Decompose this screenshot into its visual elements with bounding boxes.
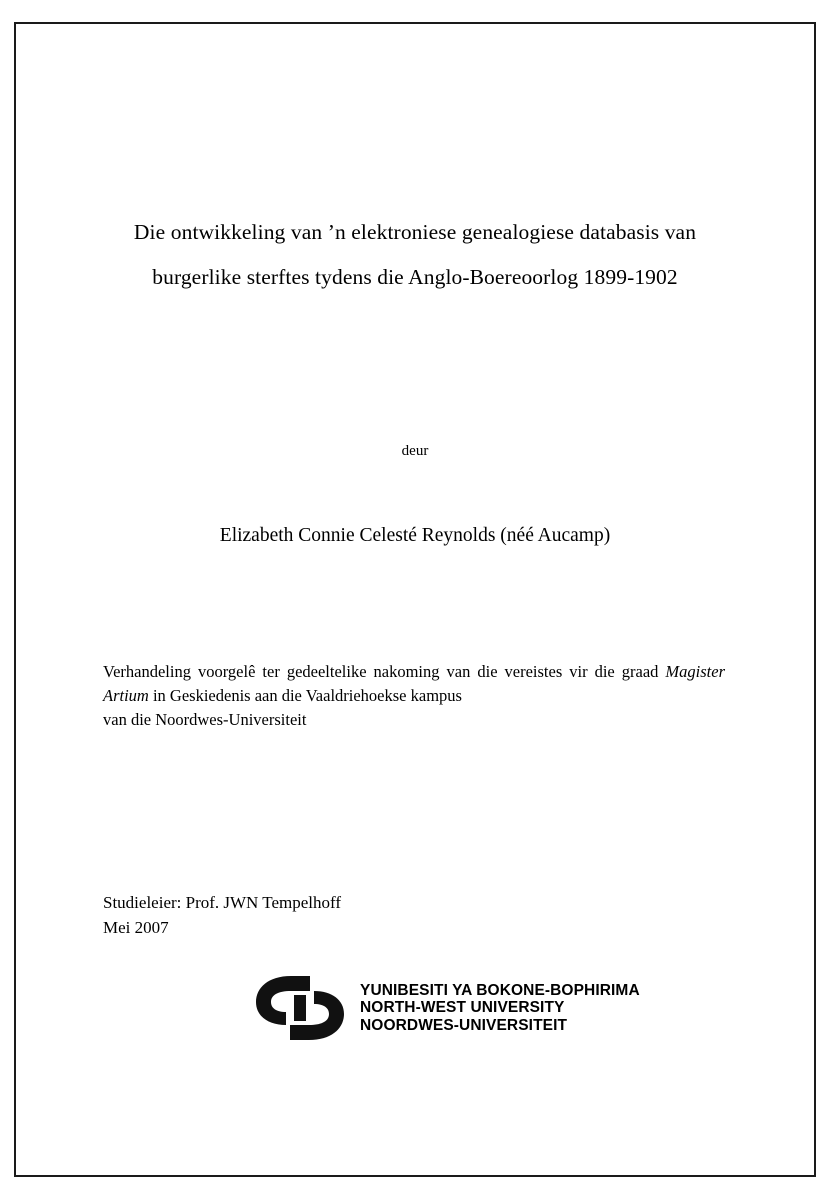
author-name: Elizabeth Connie Celesté Reynolds (néé Aucamp): [219, 525, 611, 546]
statement-part-1: Verhandeling voorgelê ter gedeeltelike nakoming van die vereistes vir die graad: [103, 662, 666, 681]
logo-text: [360, 982, 640, 1035]
statement-part-3: van die Noordwes-Universiteit: [103, 710, 307, 729]
supervisor-line: Studieleier: Prof. JWN Tempelhoff: [103, 893, 342, 912]
nwu-logo-icon: [250, 972, 350, 1044]
university-logo: [250, 968, 670, 1048]
title-page-content: [100, 40, 730, 1140]
logo-text-line-2: NORTH-WEST UNIVERSITY: [360, 999, 565, 1017]
statement-part-2: in Geskiedenis aan die Vaaldriehoekse kampus: [148, 686, 462, 705]
logo-text-line-3: NOORDWES-UNIVERSITEIT: [360, 1016, 568, 1034]
date-line: Mei 2007: [103, 918, 169, 937]
degree-statement: [103, 660, 725, 732]
title-line-2: burgerlike sterftes tydens die Anglo-Boereoorlog 1899-1902: [152, 265, 678, 289]
statement-degree-italic: Magister Artium: [103, 662, 725, 705]
title-line-1: Die ontwikkeling van ’n elektroniese genealogiese databasis van: [133, 220, 697, 244]
page-title: [100, 210, 730, 300]
supervisor-block: [103, 890, 603, 940]
byline-label: deur: [401, 443, 429, 459]
logo-text-line-1: YUNIBESITI YA BOKONE-BOPHIRIMA: [360, 981, 640, 999]
